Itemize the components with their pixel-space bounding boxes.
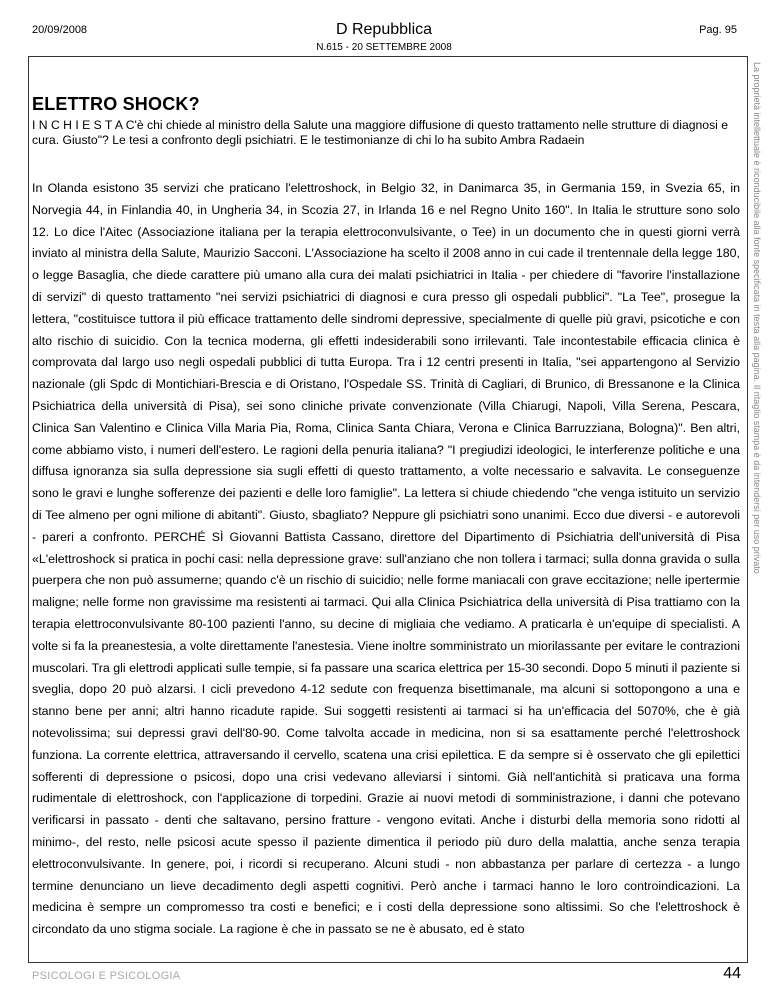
publication-title: D Repubblica [335,21,433,38]
header-date: 20/09/2008 [32,24,88,36]
footer-section: PSICOLOGI E PSICOLOGIA [32,970,181,982]
issue-subtitle: N.615 - 20 SETTEMBRE 2008 [316,42,452,53]
article-heading: ELETTRO SHOCK? [32,94,200,114]
header-page: Pag. 95 [699,24,737,36]
copyright-side-note: La proprietà intellettuale è riconducibile alla fonte specificata in testa alla pagina. Il ritaglio stampa è da intendersi per uso privato [752,62,762,574]
article-body: In Olanda esistono 35 servizi che praticano l'elettroshock, in Belgio 32, in Danimarca 35, in Germania 159, in Svezia 65, in Norvegia 44, in Finlandia 40, in Ungheria 34, in Scozia 27, in Irlanda 16 e nel Regno Unito 160". In Italia le strutture sono solo 12. Lo dice l'Aitec (Associazione italiana per la terapia elettroconvulsivante, o Tee) in un documento che in questi giorni verrà inviato al ministra della Salute, Maurizio Sacconi. L'Associazione ha scelto il 2008 anno in cui cade il trentennale della legge 180, o legge Basaglia, che diede carattere più umano alla cura dei malati psichiatrici in Italia - per chiedere di "favorire l'installazione di servizi" di questo trattamento "nei servizi psichiatrici di diagnosi e cura presso gli ospedali pubblici". "La Tee", prosegue la lettera, "costituisce tuttora il più efficace trattamento delle sindromi depressive, specialmente di quelle più gravi, psicotiche e con alto rischio di suicidio. Con la tecnica moderna, gli effetti indesiderabili sono irrilevanti. Tale incontestabile efficacia clinica è comprovata dal largo uso negli ospedali pubblici di tutta Europa. Tra i 12 centri presenti in Italia, "sei appartengono al Servizio nazionale (gli Spdc di Montichiari-Brescia e di Oristano, l'Ospedale SS. Trinità di Cagliari, di Brunico, di Bressanone e la Clinica Psichiatrica della università di Pisa), sei sono cliniche private convenzionate (Villa Chiarugi, Napoli, Villa Serena, Pescara, Clinica San Valentino e Clinica Villa Maria Pia, Roma, Clinica Santa Chiara, Verona e Clinica Barruzziana, Bologna)". Ben altri, come abbiamo visto, i numeri dell'estero. Le ragioni della penuria italiana? "I pregiudizi ideologici, le interferenze politiche e una diffusa ignoranza sia sulla depressione sia sugli effetti di questo trattamento, a volte necessario e salvavita. Le conseguenze sono le gravi e lunghe sofferenze dei pazienti e delle loro famiglie". La lettera si chiude chiedendo "che venga istituito un servizio di Tee almeno per ogni milione di abitanti". Giusto, sbagliato? Neppure gli psichiatri sono unanimi. Ecco due diversi - e autorevoli - pareri a confronto. PERCHÉ SÌ Giovanni Battista Cassano, direttore del Dipartimento di Psichiatria dell'università di Pisa «L'elettroshock si pratica in pochi casi: nella depressione grave: sull'anziano che non tollera i tarmaci; sulla donna gravida o sulla puerpera che non può assumerne; quando c'è un rischio di suicidio; nelle forme maniacali con grave eccitazione; nelle ipertermie maligne; nelle forme non gravissime ma resistenti ai tarmaci. Qui alla Clinica Psichiatrica della università di Pisa trattiamo con la terapia elettroconvulsivante 80-100 pazienti l'anno, su decine di migliaia che vediamo. A praticarla è un'equipe di specialisti. A volte si fa la preanestesia, a volte direttamente l'anestesia. Viene inoltre somministrato un miorilassante per evitare le contrazioni muscolari. Tra gli elettrodi applicati sulle tempie, si fa passare una scarica elettrica per 15-30 secondi. Dopo 5 minuti il paziente si sveglia, dopo 20 può alzarsi. I cicli prevedono 4-12 sedute con frequenza bisettimanale, ma alcuni si sottopongono a una e stanno bene per anni; altri hanno ricadute rapide. Sui soggetti resistenti ai tarmaci si ha un'efficacia del 5070%, che è già notevolissima; sui depressi gravi dell'80-90. Come talvolta accade in medicina, non si sa esattamente perché l'elettroshock funziona. La corrente elettrica, attraversando il cervello, scatena una crisi epilettica. E da sempre si è osservato che gli epilettici sofferenti di depressione o psicosi, dopo una crisi vedevano alleviarsi i sintomi. Già nell'antichità si praticava una forma rudimentale di elettroshock, con l'applicazione di torpedini. Grazie ai nuovi metodi di somministrazione, i danni che potevano verificarsi in passato - denti che saltavano, persino fratture - vengono evitati. Anche i disturbi della memoria sono ridotti al minimo-, del resto, nelle psicosi acute spesso il paziente dimentica il periodo più duro della malattia, anche senza terapia elettroconvulsivante. In genere, poi, i ricordi si recuperano. Alcuni studi - non abbastanza per parlare di certezza - a lungo termine denunciano un lieve decadimento degli aspetti cognitivi. Però anche i tarmaci hanno le loro controindicazioni. La medicina è sempre un compromesso tra costi e benefici; e i costi della depressione sono altissimi. So che l'elettroshock è circondato da uno stigma sociale. La ragione è che in passato se ne è abusato, ed è stato [32,181,740,937]
article-intro: I N C H I E S T A C'è chi chiede al ministro della Salute una maggiore diffusione di questo trattamento nelle strutture di diagnosi e cura. Giusto"? Le tesi a confronto degli psichiatri. E le testimonianze di chi lo ha subito Ambra Radaein [32,118,729,147]
footer-page-number: 44 [723,965,741,982]
